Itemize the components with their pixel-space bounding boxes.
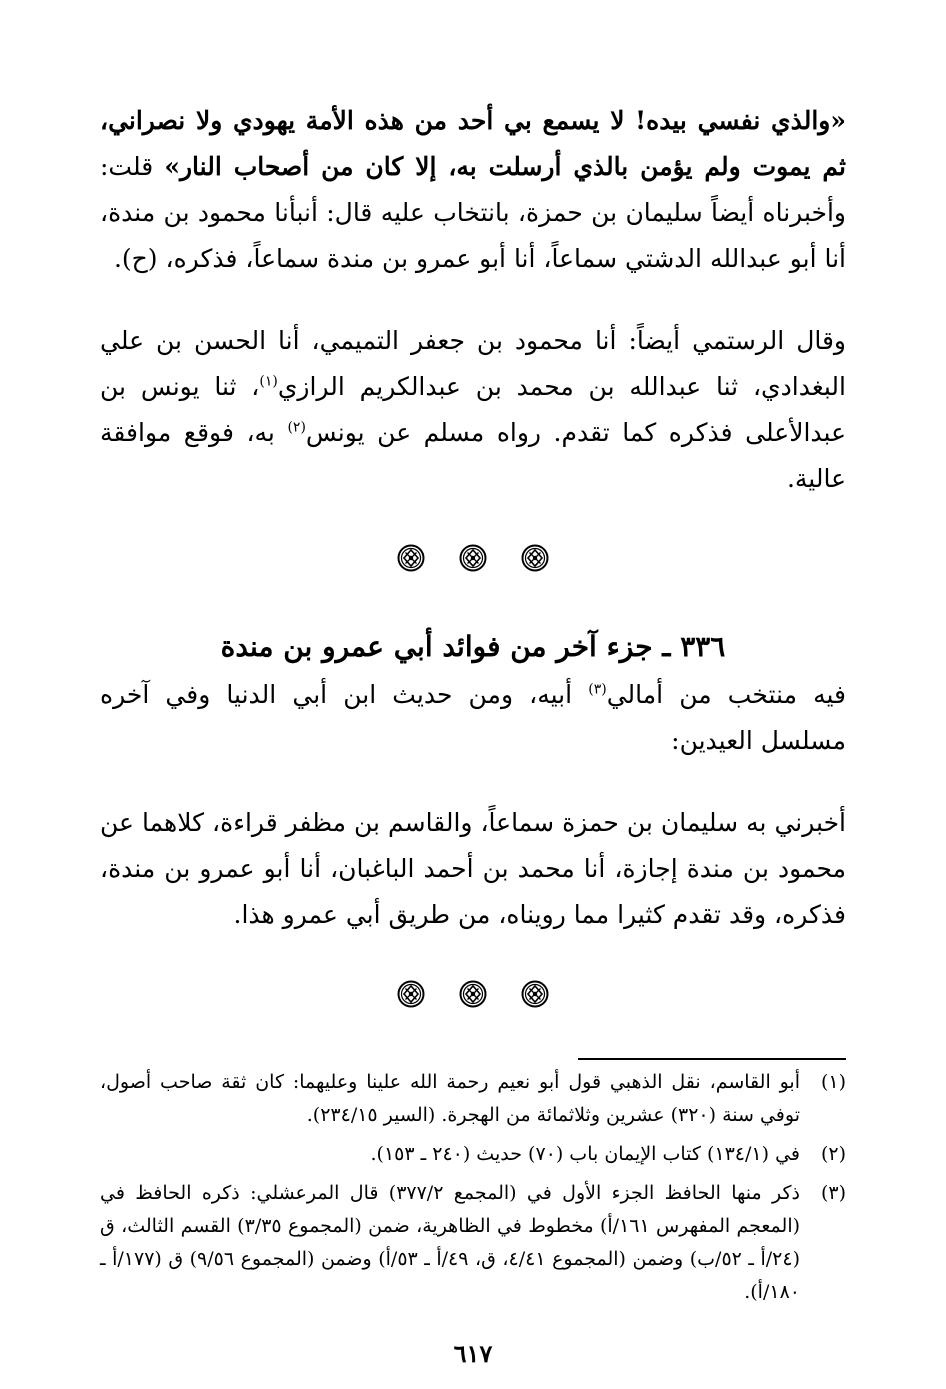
para2-text-b: ، ثنا يونس بن عبدالأعلى فذكره كما تقدم. رواه مسلم عن يونس <box>100 372 846 447</box>
footnote-ref-2: (٢) <box>287 419 306 436</box>
hadith-chain: قلت: وأخبرناه أيضاً سليمان بن حمزة، بانتخاب عليه قال: أنبأنا محمود بن مندة، أنا أبو عبدالله الدشتي سماعاً، أنا أبو عمرو بن مندة سماعاً، فذكره، (ح). <box>100 152 846 273</box>
footnote-item <box>100 1177 846 1309</box>
footnote-ref-1: (١) <box>259 373 278 390</box>
ornament-icon <box>521 544 549 572</box>
footnote-ref-3: (٣) <box>588 681 607 698</box>
ornament-icon <box>459 980 487 1008</box>
section-divider <box>100 538 846 578</box>
hadith-text: «والذي نفسي بيده! لا يسمع بي أحد من هذه الأمة يهودي ولا نصراني، ثم يموت ولم يؤمن بالذي أرسلت به، إلا كان من أصحاب النار» <box>100 106 846 181</box>
para3-text-a: فيه منتخب من أمالي <box>606 680 846 709</box>
footnote-number: (٢) <box>820 1143 846 1165</box>
footnote-separator <box>100 1058 846 1060</box>
footnote-number: (١) <box>820 1071 846 1093</box>
ornament-icon <box>459 544 487 572</box>
para3-text-b: أبيه، ومن حديث ابن أبي الدنيا وفي آخره مسلسل العيدين: <box>100 680 846 755</box>
ornament-icon <box>397 544 425 572</box>
para2-text-a: وقال الرستمي أيضاً: أنا محمود بن جعفر التميمي، أنا الحسن بن علي البغدادي، ثنا عبدالله بن محمد بن عبدالكريم الرازي <box>100 326 846 401</box>
section-divider <box>100 974 846 1014</box>
paragraph-chain: أخبرني به سليمان بن حمزة سماعاً، والقاسم بن مظفر قراءة، كلاهما عن محمود بن مندة إجازة، أنا محمد بن أحمد الباغبان، أنا أبو عمرو بن مندة، فذكره، وقد تقدم كثيرا مما رويناه، من طريق أبي عمرو هذا. <box>100 808 846 929</box>
ornament-icon <box>521 980 549 1008</box>
section-heading: ٣٣٦ ـ جزء آخر من فوائد أبي عمرو بن مندة <box>220 630 726 663</box>
footnote-text: ذكر منها الحافظ الجزء الأول في (المجمع ٣٧٧/٢) قال المرعشلي: ذكره الحافظ في (المعجم المفهرس ١٦١/أ) مخطوط في الظاهرية، ضمن (المجموع ٣/٣٥) القسم الثالث، ق (٢٤/أ ـ ٥٢/ب) وضمن (المجموع ٤/٤١، ق، ٤٩/أ ـ ٥٣/أ) وضمن (المجموع ٩/٥٦) ق (١٧٧/أ ـ ١٨٠/أ). <box>100 1182 801 1303</box>
footnote-item <box>100 1066 846 1132</box>
paragraph-intro <box>100 672 846 764</box>
footnote-text: أبو القاسم، نقل الذهبي قول أبو نعيم رحمة الله علينا وعليهما: كان ثقة صاحب أصول، توفي سنة (٣٢٠) عشرين وثلاثمائة من الهجرة. (السير ٢٣٤/١٥). <box>100 1071 800 1126</box>
paragraph-hadith <box>100 98 846 282</box>
paragraph-rustami <box>100 318 846 502</box>
footnotes <box>100 1066 846 1309</box>
para2-text-c: به، فوقع موافقة عالية. <box>100 418 846 493</box>
footnote-item <box>100 1138 846 1171</box>
page-number: ٦١٧ <box>453 1339 493 1368</box>
ornament-icon <box>397 980 425 1008</box>
footnote-text: في (١٣٤/١) كتاب الإيمان باب (٧٠) حديث (٢٤٠ ـ ١٥٣). <box>370 1143 800 1165</box>
footnote-number: (٣) <box>820 1182 846 1204</box>
page-content <box>100 98 846 1368</box>
